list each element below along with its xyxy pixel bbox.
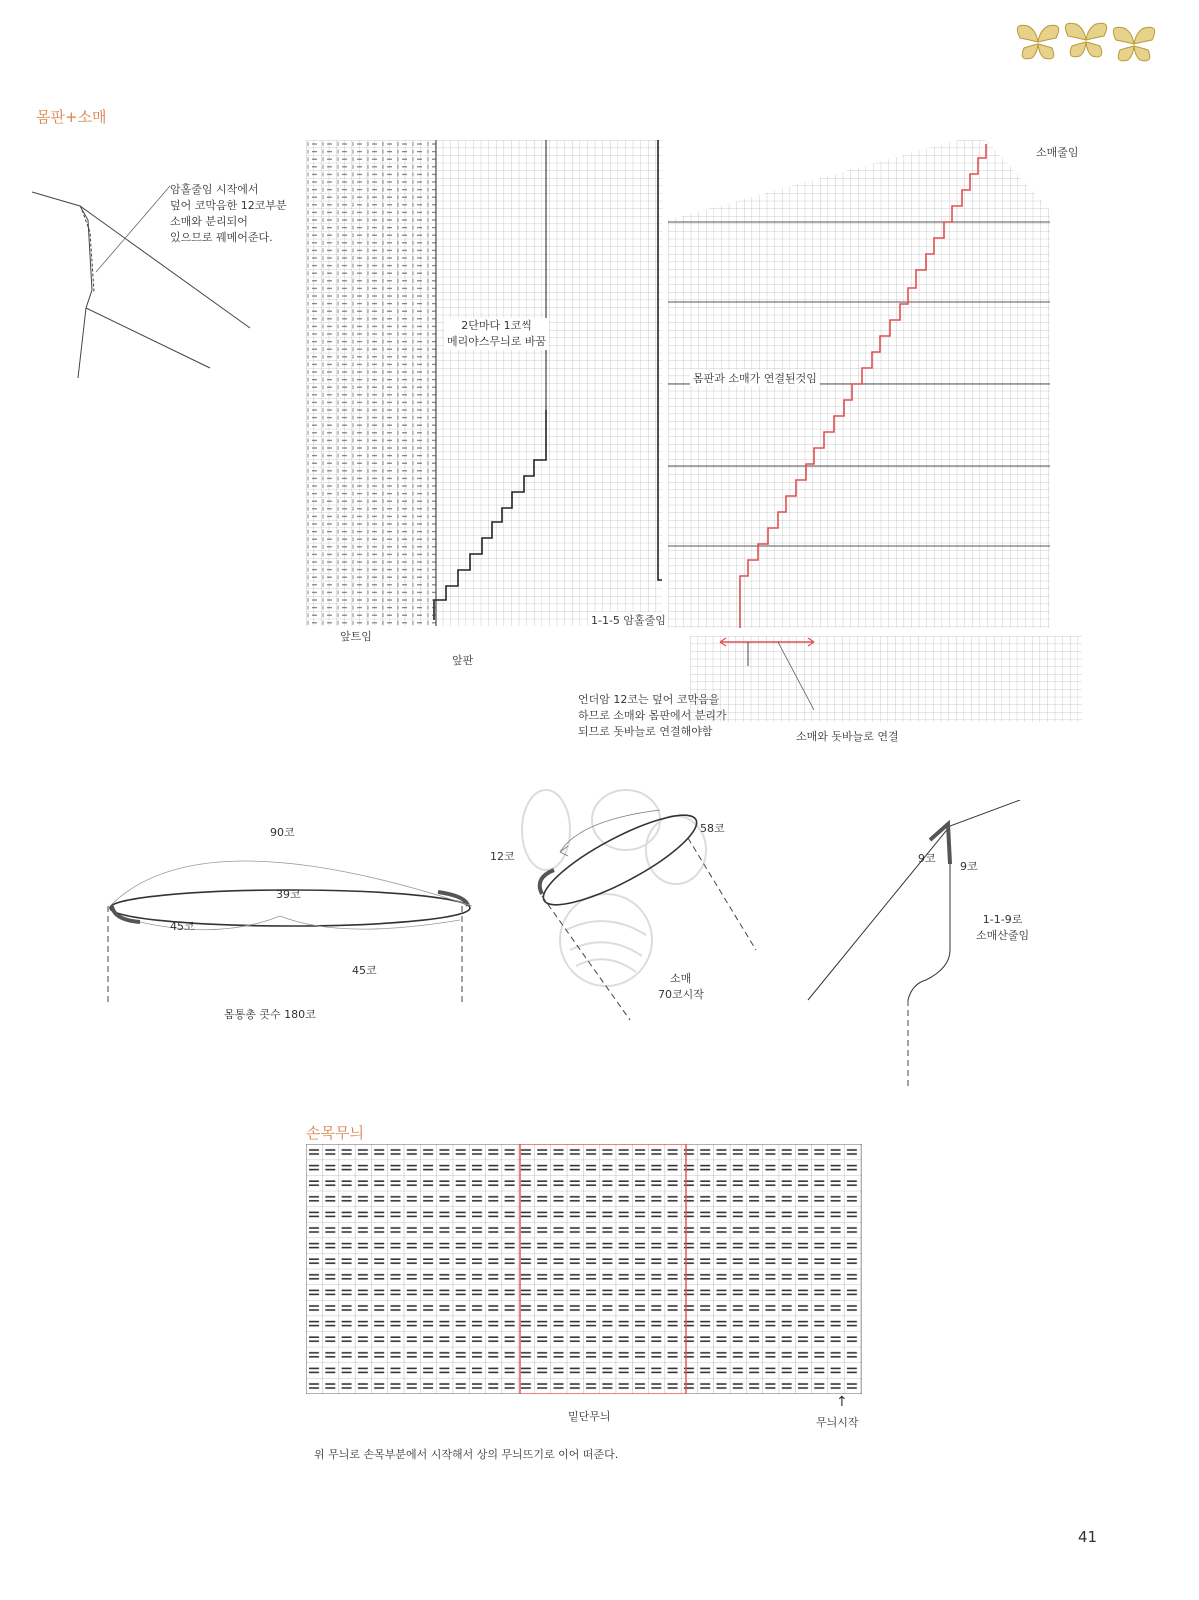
cap-left-label: 9코 [918, 852, 936, 865]
cuff-chart [306, 1144, 862, 1394]
sleeve-cap-diagram [800, 800, 1030, 1090]
underarm-note: 언더암 12코는 덮어 코막음을 하므로 소매와 몸판에서 분리가 되므로 돗바늘로 연결해야함 [578, 693, 727, 738]
section-heading-cuff: 손목무늬 [306, 1124, 364, 1142]
needle-connect-label: 소매와 돗바늘로 연결 [796, 730, 899, 743]
sleeve-label: 소매 [670, 972, 692, 985]
sleeve-start-label: 70코시작 [658, 988, 704, 1001]
sleeve-decrease-label: 소매줄임 [1036, 146, 1079, 159]
pattern-start-label: 무늬시작 [816, 1416, 859, 1429]
armhole-decrease-label: 1-1-5 암홀줄임 [588, 612, 669, 628]
ribbing-label: 앞트임 [340, 630, 372, 643]
hem-pattern-label: 밑단무늬 [568, 1410, 611, 1423]
sleeve-underarm-label: 12코 [490, 850, 515, 863]
sleeve-top-label: 58코 [700, 822, 725, 835]
pattern-start-arrow: ↑ [836, 1394, 848, 1410]
sleeve-lower-chart [690, 636, 1082, 722]
body-left-label: 45코 [170, 920, 195, 933]
ribbing-column [306, 140, 436, 626]
butterfly-icon [1010, 18, 1160, 70]
body-middle-label: 39코 [276, 888, 301, 901]
front-chart-center-label: 2단마다 1코씩 메리야스무늬로 바꿈 [444, 318, 549, 350]
butterfly-ornament [1010, 18, 1160, 70]
cap-right-label: 9코 [960, 860, 978, 873]
body-sleeve-joined-label: 몸판과 소매가 연결된것임 [690, 370, 820, 386]
armhole-note: 암홀줄임 시작에서 덮어 코막음한 12코부분 소매와 분리되어 있으므로 꿰메어준다. [170, 183, 287, 244]
cuff-chart-grid [306, 1144, 862, 1394]
section-heading-body-sleeve: 몸판+소매 [36, 108, 107, 126]
page-number: 41 [1078, 1528, 1098, 1546]
body-right-label: 45코 [352, 964, 377, 977]
body-total-label: 몸통총 콧수 180코 [224, 1008, 316, 1021]
body-top-label: 90코 [270, 826, 295, 839]
cuff-note: 위 무늬로 손목부분에서 시작해서 상의 무늬뜨기로 이어 떠준다. [314, 1448, 619, 1461]
cap-decrease-note: 1-1-9로 소매산줄임 [976, 913, 1030, 942]
front-panel-label: 앞판 [452, 654, 474, 667]
body-diagram [100, 820, 480, 1020]
